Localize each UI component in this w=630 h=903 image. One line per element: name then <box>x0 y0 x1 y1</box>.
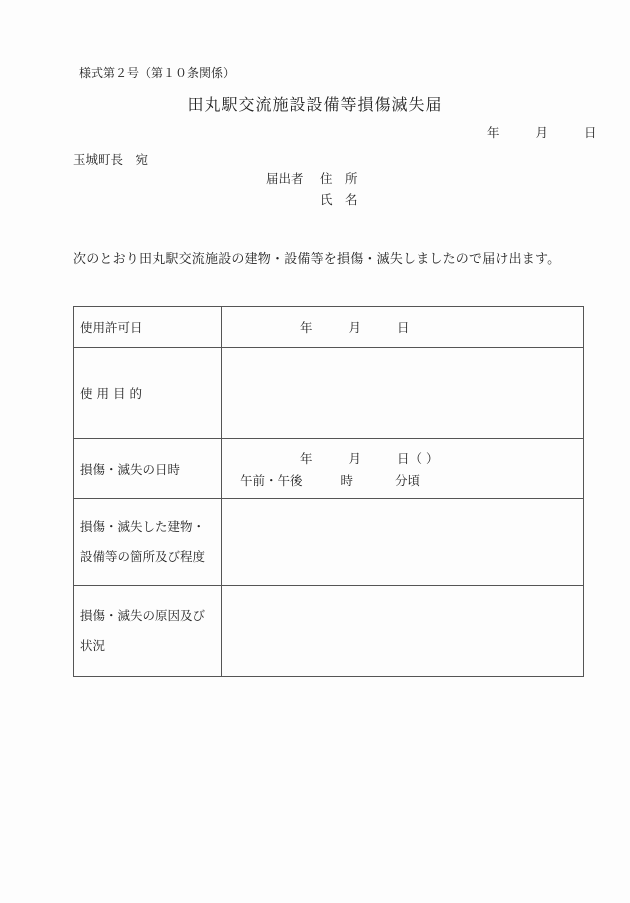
addressee: 玉城町長 宛 <box>73 152 149 167</box>
permit-day: 日 <box>396 320 410 335</box>
applicant-block <box>266 168 358 210</box>
report-table <box>73 306 584 677</box>
purpose-label: 使用目的 <box>74 348 222 439</box>
table-row-purpose <box>74 348 584 439</box>
incident-hour: 時 <box>340 472 353 488</box>
date-year: 年 <box>487 125 500 140</box>
table-row-damage-cause <box>74 586 584 677</box>
applicant-label: 届出者 <box>266 171 304 186</box>
incident-month: 月 <box>348 450 361 466</box>
incident-datetime-field[interactable] <box>222 439 584 499</box>
incident-ampm: 午前・午後 <box>240 472 303 488</box>
address-label: 住 所 <box>320 171 358 186</box>
table-row-permit-date <box>74 307 584 348</box>
label-line: 損傷・滅失の原因及び <box>80 608 206 623</box>
table-row-damage-location <box>74 499 584 586</box>
label-line: 設備等の箇所及び程度 <box>80 549 206 564</box>
permit-date-label: 使用許可日 <box>74 307 222 348</box>
damage-cause-field[interactable] <box>222 586 584 677</box>
permit-month: 月 <box>348 320 361 335</box>
damage-location-label <box>74 499 222 586</box>
table-row-incident-datetime <box>74 439 584 499</box>
incident-year: 年 <box>300 450 313 466</box>
label-line: 損傷・滅失した建物・ <box>80 519 206 534</box>
damage-location-field[interactable] <box>222 499 584 586</box>
statement: 次のとおり田丸駅交流施設の建物・設備等を損傷・滅失しましたので届け出ます。 <box>73 252 561 267</box>
submission-date <box>487 123 596 141</box>
purpose-field[interactable] <box>222 348 584 439</box>
incident-day-weekday: 日（ ） <box>396 450 439 466</box>
date-day: 日 <box>583 125 597 140</box>
permit-date-field[interactable] <box>222 307 584 348</box>
damage-cause-label <box>74 586 222 677</box>
permit-year: 年 <box>300 320 313 335</box>
form-number: 様式第２号（第１０条関係） <box>79 66 236 80</box>
date-month: 月 <box>535 125 548 140</box>
label-line: 状況 <box>80 638 106 653</box>
incident-minute: 分頃 <box>394 472 420 488</box>
name-label: 氏 名 <box>320 192 358 207</box>
document-title: 田丸駅交流施設設備等損傷滅失届 <box>187 95 443 114</box>
incident-datetime-label: 損傷・滅失の日時 <box>74 439 222 499</box>
